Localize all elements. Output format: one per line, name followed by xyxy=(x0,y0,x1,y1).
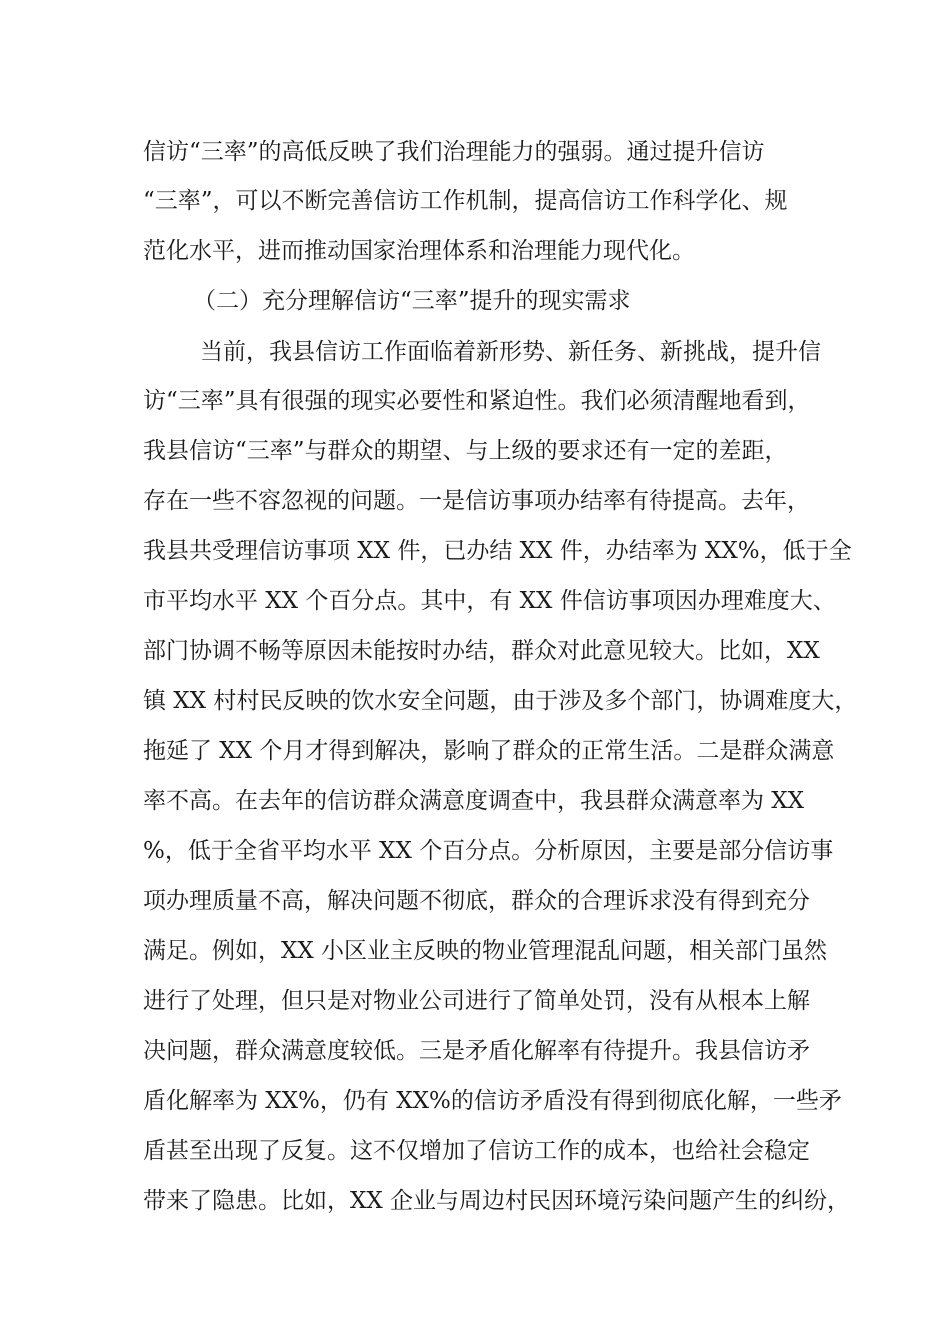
text-line: 盾甚至出现了反复。这不仅增加了信访工作的成本，也给社会稳定 xyxy=(143,1138,810,1164)
text-line: 我县信访“三率”与群众的期望、与上级的要求还有一定的差距， xyxy=(143,438,788,464)
text-line: 带来了隐患。比如，XX 企业与周边村民因环境污染问题产生的纠纷， xyxy=(143,1188,851,1214)
text-line: 盾化解率为 XX%，仍有 XX%的信访矛盾没有得到彻底化解，一些矛 xyxy=(143,1088,842,1114)
text-line: 决问题，群众满意度较低。三是矛盾化解率有待提升。我县信访矛 xyxy=(143,1038,810,1064)
text-line: %，低于全省平均水平 XX 个百分点。分析原因，主要是部分信访事 xyxy=(143,838,834,864)
text-line: “三率”，可以不断完善信访工作机制，提高信访工作科学化、规 xyxy=(143,188,788,214)
text-line: 信访“三率”的高低反映了我们治理能力的强弱。通过提升信访 xyxy=(143,139,765,165)
text-line: 市平均水平 XX 个百分点。其中，有 XX 件信访事项因办理难度大、 xyxy=(143,588,836,614)
text-line: 范化水平，进而推动国家治理体系和治理能力现代化。 xyxy=(143,238,695,264)
text-line: 进行了处理，但只是对物业公司进行了简单处罚，没有从根本上解 xyxy=(143,988,810,1014)
text-line: 镇 XX 村村民反映的饮水安全问题，由于涉及多个部门，协调难度大， xyxy=(143,688,858,714)
text-line: 我县共受理信访事项 XX 件，已办结 XX 件，办结率为 XX%，低于全 xyxy=(143,538,852,564)
text-line: 部门协调不畅等原因未能按时办结，群众对此意见较大。比如，XX xyxy=(143,638,820,664)
text-line: 访“三率”具有很强的现实必要性和紧迫性。我们必须清醒地看到， xyxy=(143,388,811,414)
text-line: 项办理质量不高，解决问题不彻底，群众的合理诉求没有得到充分 xyxy=(143,888,810,914)
text-line: 拖延了 XX 个月才得到解决，影响了群众的正常生活。二是群众满意 xyxy=(143,738,835,764)
text-line: 满足。例如，XX 小区业主反映的物业管理混乱问题，相关部门虽然 xyxy=(143,938,828,964)
text-line: 率不高。在去年的信访群众满意度调查中，我县群众满意率为 XX xyxy=(143,788,805,814)
text-line: 存在一些不容忽视的问题。一是信访事项办结率有待提高。去年， xyxy=(143,488,810,514)
text-line: 当前，我县信访工作面临着新形势、新任务、新挑战，提升信 xyxy=(200,339,821,365)
section-heading: （二）充分理解信访“三率”提升的现实需求 xyxy=(193,288,631,314)
